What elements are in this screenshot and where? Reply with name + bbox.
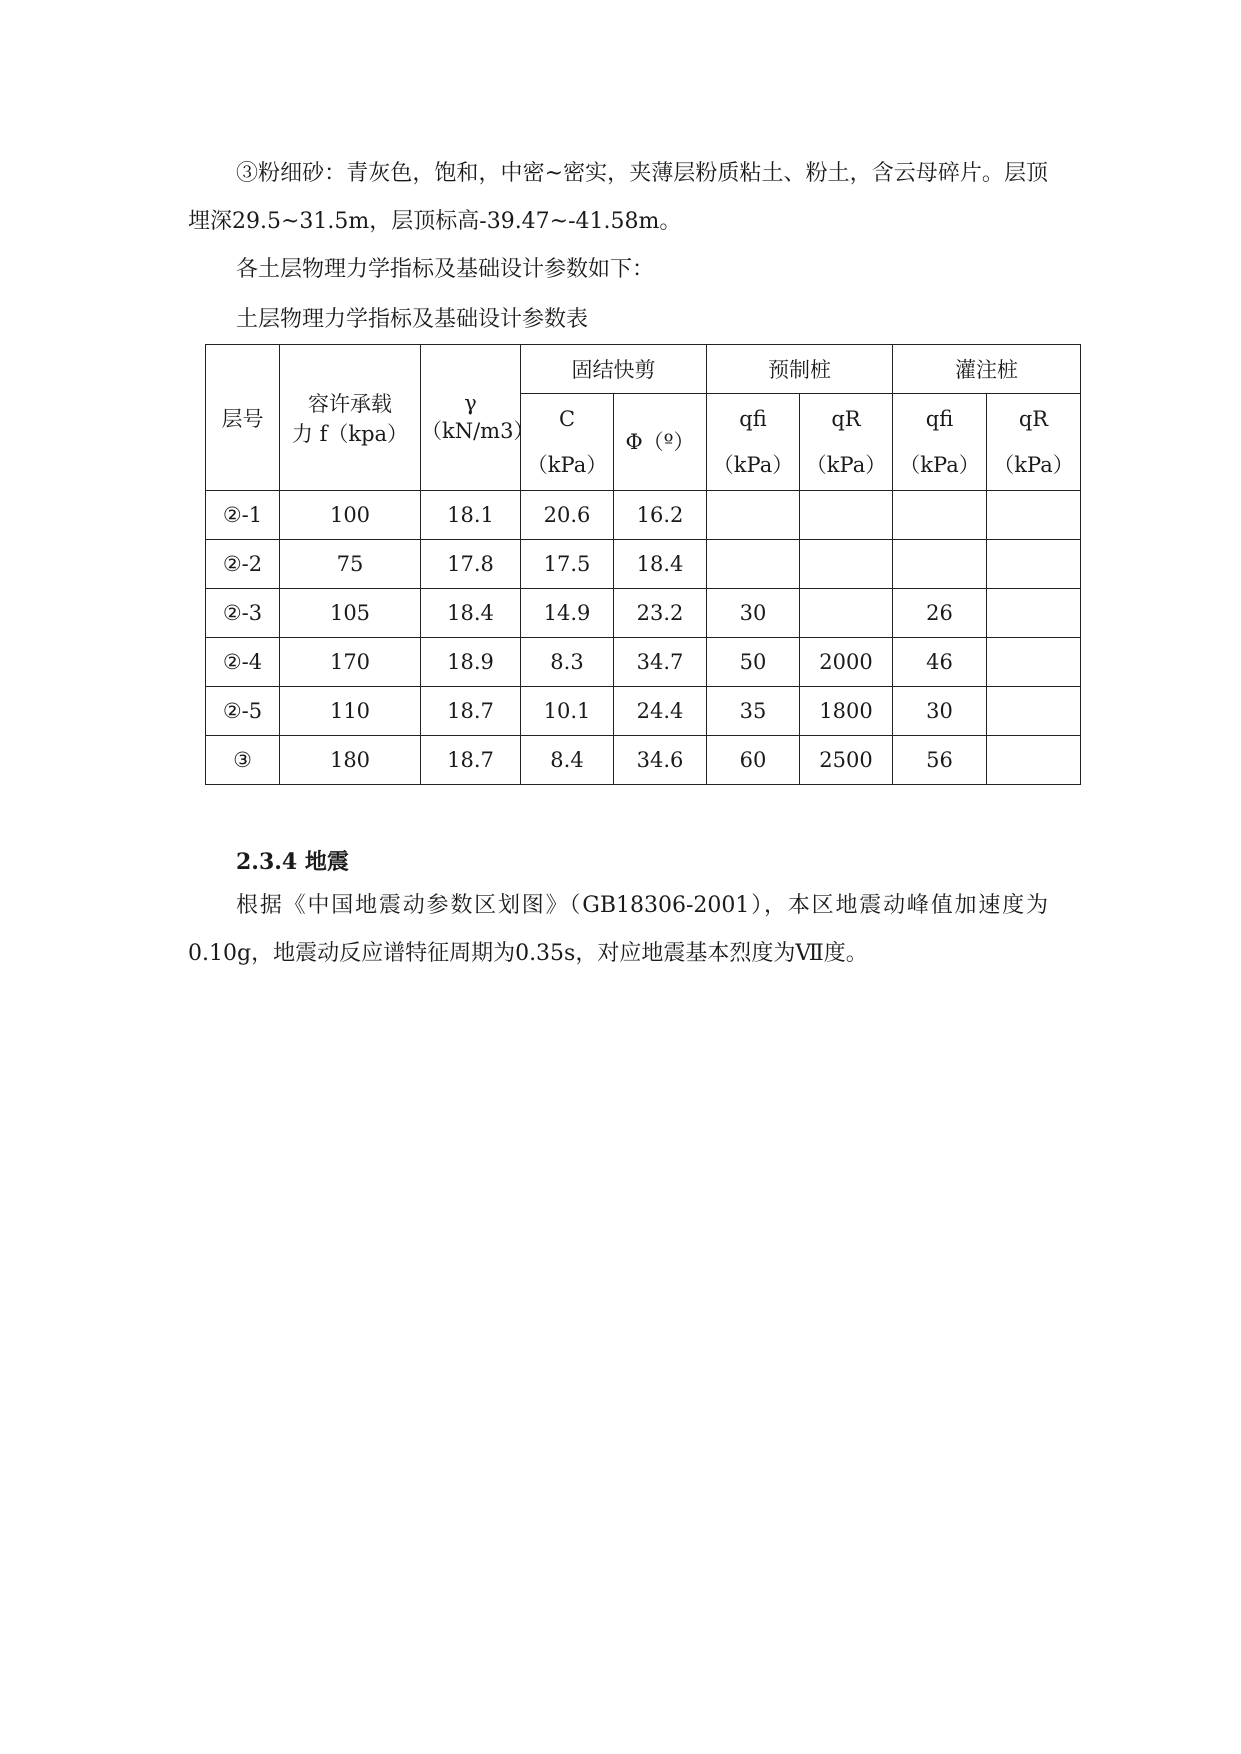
header-precast-qr-symbol: qR — [831, 407, 861, 431]
cell-friction: 34.6 — [614, 736, 707, 785]
header-bearing-line1: 容许承载 — [308, 391, 392, 416]
cell-cohesion: 8.3 — [521, 638, 614, 687]
cell-gamma: 18.4 — [421, 589, 521, 638]
header-gamma-symbol: γ — [464, 390, 477, 415]
cell-bored-qfi: 26 — [893, 589, 987, 638]
cell-gamma: 18.9 — [421, 638, 521, 687]
cell-gamma: 17.8 — [421, 540, 521, 589]
table-row — [206, 638, 1081, 687]
cell-friction: 16.2 — [614, 491, 707, 540]
table-caption: 土层物理力学指标及基础设计参数表 — [236, 307, 589, 332]
cell-precast-qr: 2500 — [800, 736, 893, 785]
header-group-bored-pile: 灌注桩 — [893, 345, 1081, 394]
cell-precast-qr: 2000 — [800, 638, 893, 687]
cell-cohesion: 10.1 — [521, 687, 614, 736]
cell-layer: ②-4 — [206, 638, 280, 687]
header-precast-qfi-symbol: qfi — [739, 407, 767, 431]
cell-bearing: 110 — [280, 687, 421, 736]
cell-bored-qfi: 56 — [893, 736, 987, 785]
cell-layer: ②-2 — [206, 540, 280, 589]
cell-cohesion: 14.9 — [521, 589, 614, 638]
cell-precast-qr — [800, 540, 893, 589]
cell-layer: ②-1 — [206, 491, 280, 540]
cell-friction: 23.2 — [614, 589, 707, 638]
header-bored-qr — [987, 394, 1081, 491]
cell-cohesion: 8.4 — [521, 736, 614, 785]
header-gamma-unit: （kN/m3） — [421, 418, 535, 443]
header-bored-qr-symbol: qR — [1018, 407, 1049, 431]
table-row — [206, 491, 1081, 540]
cell-bored-qr — [987, 687, 1081, 736]
section-heading: 2.3.4 地震 — [236, 849, 349, 875]
header-unit-weight — [421, 345, 535, 491]
cell-cohesion: 20.6 — [521, 491, 614, 540]
cell-cohesion: 17.5 — [521, 540, 614, 589]
header-precast-qfi — [707, 394, 800, 491]
soil-parameters-table — [205, 344, 1081, 785]
header-cohesion — [521, 394, 614, 491]
header-bearing-capacity — [280, 345, 421, 491]
cell-gamma: 18.7 — [421, 736, 521, 785]
soil-description-paragraph: ③粉细砂：青灰色，饱和，中密~密实，夹薄层粉质粘土、粉土，含云母碎片。层顶埋深29.5~31.5m，层顶标高-39.47~-41.58m。 — [188, 161, 1048, 234]
table-row — [206, 736, 1081, 785]
cell-bearing: 105 — [280, 589, 421, 638]
header-bored-qfi-unit: （kPa） — [899, 453, 980, 477]
cell-bored-qr — [987, 589, 1081, 638]
cell-bored-qfi — [893, 540, 987, 589]
cell-gamma: 18.7 — [421, 687, 521, 736]
table-intro-paragraph: 各土层物理力学指标及基础设计参数如下： — [236, 257, 655, 282]
header-precast-qfi-unit: （kPa） — [712, 453, 794, 477]
cell-layer: ②-5 — [206, 687, 280, 736]
cell-precast-qr: 1800 — [800, 687, 893, 736]
header-precast-qr — [800, 394, 893, 491]
cell-precast-qr — [800, 491, 893, 540]
header-bearing-line2: 力 f（kpa） — [291, 421, 409, 446]
cell-precast-qfi: 30 — [707, 589, 800, 638]
header-bored-qfi — [893, 394, 987, 491]
cell-precast-qr — [800, 589, 893, 638]
header-group-precast-pile: 预制桩 — [707, 345, 893, 394]
cell-friction: 34.7 — [614, 638, 707, 687]
cell-precast-qfi: 35 — [707, 687, 800, 736]
cell-friction: 24.4 — [614, 687, 707, 736]
cell-layer: ②-3 — [206, 589, 280, 638]
cell-precast-qfi: 50 — [707, 638, 800, 687]
table-row — [206, 540, 1081, 589]
cell-bearing: 75 — [280, 540, 421, 589]
cell-bored-qr — [987, 638, 1081, 687]
cell-precast-qfi: 60 — [707, 736, 800, 785]
header-precast-qr-unit: （kPa） — [805, 453, 887, 477]
cell-bored-qfi — [893, 491, 987, 540]
header-group-consolidated-shear: 固结快剪 — [521, 345, 707, 394]
cell-bearing: 170 — [280, 638, 421, 687]
cell-gamma: 18.1 — [421, 491, 521, 540]
cell-layer: ③ — [206, 736, 280, 785]
header-cohesion-symbol: C — [558, 407, 576, 431]
cell-bored-qr — [987, 491, 1081, 540]
cell-precast-qfi — [707, 540, 800, 589]
header-cohesion-unit: （kPa） — [526, 453, 608, 477]
seismic-paragraph: 根据《中国地震动参数区划图》（GB18306-2001），本区地震动峰值加速度为0.10g，地震动反应谱特征周期为0.35s，对应地震基本烈度为Ⅶ度。 — [188, 893, 1048, 966]
cell-bored-qfi: 30 — [893, 687, 987, 736]
table-header-row — [206, 345, 1081, 394]
cell-bored-qr — [987, 736, 1081, 785]
cell-bearing: 180 — [280, 736, 421, 785]
cell-bored-qr — [987, 540, 1081, 589]
cell-bored-qfi: 46 — [893, 638, 987, 687]
header-layer: 层号 — [206, 345, 280, 491]
cell-bearing: 100 — [280, 491, 421, 540]
header-friction-angle: Φ（º） — [614, 394, 707, 491]
table-row — [206, 687, 1081, 736]
cell-friction: 18.4 — [614, 540, 707, 589]
header-bored-qfi-symbol: qfi — [925, 407, 954, 431]
table-row — [206, 589, 1081, 638]
header-bored-qr-unit: （kPa） — [993, 453, 1074, 477]
cell-precast-qfi — [707, 491, 800, 540]
